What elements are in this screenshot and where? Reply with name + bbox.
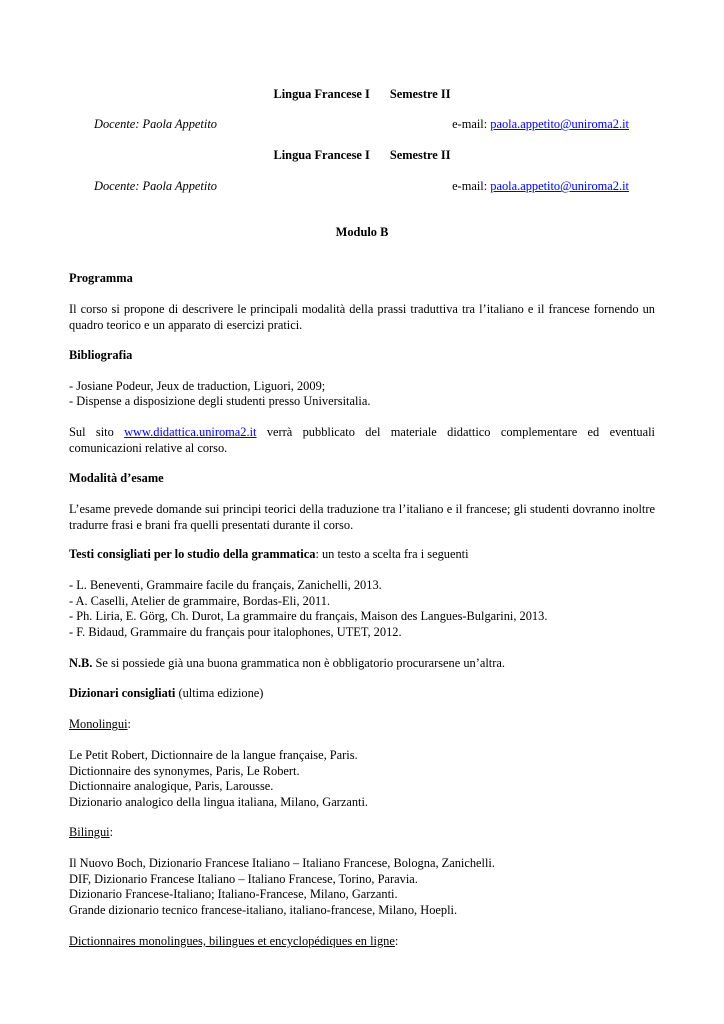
- email-line-2: [452, 179, 629, 195]
- monolingui-item: Dictionnaire des synonymes, Paris, Le Robert.: [69, 764, 300, 778]
- course-name: Lingua Francese I: [273, 87, 370, 101]
- testi-heading-suffix: : un testo a scelta fra i seguenti: [315, 547, 469, 561]
- email-label: e-mail:: [452, 179, 491, 193]
- docente-1: Docente: Paola Appetito: [94, 117, 217, 131]
- testi-item: - Ph. Liria, E. Görg, Ch. Durot, La grammaire du français, Maison des Langues-Bulgarini, 2013.: [69, 609, 548, 623]
- online-dictionaries-label: [69, 934, 655, 950]
- testi-heading: [69, 547, 655, 563]
- programma-text: Il corso si propone di descrivere le principali modalità della prassi traduttiva tra l’italiano e il francese fornendo un quadro teorico e un apparato di esercizi pratici.: [69, 302, 655, 332]
- nb-note: [69, 656, 655, 672]
- programma-heading: Programma: [69, 271, 133, 285]
- testi-item: - A. Caselli, Atelier de grammaire, Bordas-Eli, 2011.: [69, 594, 331, 608]
- bilingui-label-text: Bilingui: [69, 825, 110, 839]
- bilingui-item: DIF, Dizionario Francese Italiano – Italiano Francese, Torino, Paravia.: [69, 872, 418, 886]
- dizionari-heading: [69, 686, 655, 702]
- semester: Semestre II: [389, 148, 451, 162]
- colon: :: [127, 717, 131, 731]
- monolingui-item: Le Petit Robert, Dictionnaire de la langue française, Paris.: [69, 748, 358, 762]
- course-title-2: [0, 148, 724, 164]
- bilingui-item: Dizionario Francese-Italiano; Italiano-Francese, Milano, Garzanti.: [69, 887, 398, 901]
- dizionari-heading-suffix: (ultima edizione): [175, 686, 264, 700]
- course-name: Lingua Francese I: [273, 148, 370, 162]
- email-line-1: [452, 117, 629, 133]
- bibliografia-item: - Dispense a disposizione degli studenti presso Universitalia.: [69, 394, 371, 408]
- monolingui-label: [69, 717, 655, 733]
- bilingui-item: Il Nuovo Boch, Dizionario Francese Italiano – Italiano Francese, Bologna, Zanichelli.: [69, 856, 495, 870]
- bibliografia-heading: Bibliografia: [69, 348, 133, 362]
- testi-item: - F. Bidaud, Grammaire du français pour italophones, UTET, 2012.: [69, 625, 402, 639]
- nb-label: N.B.: [69, 656, 93, 670]
- online-label-text: Dictionnaires monolingues, bilingues et encyclopédiques en ligne: [69, 934, 395, 948]
- testi-item: - L. Beneventi, Grammaire facile du français, Zanichelli, 2013.: [69, 578, 382, 592]
- site-post: verrà pubblicato del materiale didattico complementare ed eventuali comunicazioni relative al corso.: [69, 425, 655, 455]
- docente-2: Docente: Paola Appetito: [94, 179, 217, 193]
- bilingui-item: Grande dizionario tecnico francese-italiano, italiano-francese, Milano, Hoepli.: [69, 903, 458, 917]
- monolingui-item: Dizionario analogico della lingua italiana, Milano, Garzanti.: [69, 795, 368, 809]
- monolingui-item: Dictionnaire analogique, Paris, Larousse.: [69, 779, 274, 793]
- testi-heading-bold: Testi consigliati per lo studio della grammatica: [69, 547, 316, 561]
- site-pre: Sul sito: [69, 425, 125, 439]
- esame-text: L’esame prevede domande sui principi teorici della traduzione tra l’italiano e il francese; gli studenti dovranno inoltre tradurre frasi e brani fra quelli presentati durante il corso.: [69, 502, 655, 532]
- nb-text: Se si possiede già una buona grammatica non è obbligatorio procurarsene un’altra.: [92, 656, 505, 670]
- semester: Semestre II: [389, 87, 451, 101]
- esame-heading: Modalità d’esame: [69, 471, 164, 485]
- email-link[interactable]: paola.appetito@uniroma2.it: [490, 117, 629, 131]
- bibliografia-item: - Josiane Podeur, Jeux de traduction, Liguori, 2009;: [69, 379, 326, 393]
- course-title-1: [0, 87, 724, 103]
- email-label: e-mail:: [452, 117, 491, 131]
- colon: :: [109, 825, 114, 839]
- colon: :: [394, 934, 399, 948]
- monolingui-label-text: Monolingui: [69, 717, 128, 731]
- dizionari-heading-bold: Dizionari consigliati: [69, 686, 176, 700]
- site-link[interactable]: www.didattica.uniroma2.it: [124, 425, 257, 439]
- bilingui-label: [69, 825, 655, 841]
- site-paragraph: [69, 425, 655, 456]
- email-link[interactable]: paola.appetito@uniroma2.it: [490, 179, 629, 193]
- module-title: Modulo B: [335, 225, 389, 239]
